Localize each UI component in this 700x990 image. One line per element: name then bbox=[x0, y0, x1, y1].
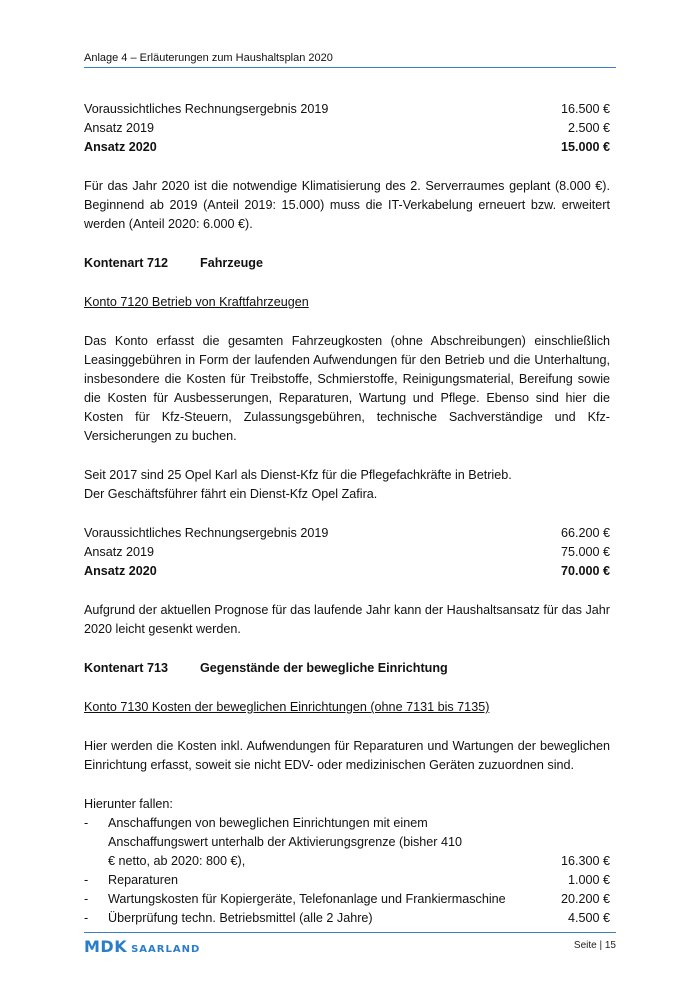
list-amount: 1.000 € bbox=[567, 873, 610, 887]
paragraph: Das Konto erfasst die gesamten Fahrzeugkosten (ohne Abschreibungen) einschließlich Leasinggebühren in Form der laufenden Aufwendungen für den Betrieb und die Unterhaltung, insbesondere die Kosten für Treibstoffe, Schmierstoffe, Reinigungsmaterial, Bereifung sowie die Kosten für Ausbesserungen, Reparaturen, Wartung und Pflege. Ebenso sind hier die Kosten für Kfz-Steuern, Zulassungsgebühren, technische Sachverständige und Kfz-Versicherungen zu buchen. bbox=[84, 334, 610, 443]
list-item bbox=[84, 909, 610, 928]
cost-list bbox=[84, 814, 610, 928]
section-code: Kontenart 713 bbox=[84, 661, 168, 675]
list-dash: - bbox=[84, 873, 89, 887]
list-amount: 4.500 € bbox=[567, 911, 610, 925]
section-heading-712 bbox=[84, 254, 610, 273]
section-title: Gegenstände der bewegliche Einrichtung bbox=[200, 661, 448, 675]
list-text: Wartungskosten für Kopiergeräte, Telefonanlage und Frankiermaschine bbox=[108, 892, 506, 906]
budget-label: Ansatz 2020 bbox=[84, 140, 157, 154]
list-amount: 16.300 € bbox=[560, 854, 610, 868]
list-dash: - bbox=[84, 892, 89, 906]
budget-row bbox=[84, 562, 610, 581]
section-heading-713 bbox=[84, 659, 610, 678]
list-intro: Hierunter fallen: bbox=[84, 797, 173, 811]
budget-amount: 70.000 € bbox=[560, 564, 610, 578]
logo-main: MDK bbox=[84, 937, 128, 956]
text-line: Seit 2017 sind 25 Opel Karl als Dienst-Kfz für die Pflegefachkräfte in Betrieb. bbox=[84, 468, 512, 482]
list-dash: - bbox=[84, 816, 89, 830]
budget-amount: 15.000 € bbox=[560, 140, 610, 154]
konto-heading: Konto 7120 Betrieb von Kraftfahrzeugen bbox=[84, 295, 309, 309]
budget-amount: 16.500 € bbox=[560, 102, 610, 116]
paragraph: Für das Jahr 2020 ist die notwendige Klimatisierung des 2. Serverraumes geplant (8.000 €). Beginnend ab 2019 (Anteil 2019: 15.000) muss die IT-Verkabelung erneuert bzw. erweitert werden (Anteil 2020: 6.000 €). bbox=[84, 179, 610, 231]
page-header: Anlage 4 – Erläuterungen zum Haushaltsplan 2020 bbox=[84, 51, 616, 68]
budget-amount: 75.000 € bbox=[560, 545, 610, 559]
list-item bbox=[84, 814, 610, 871]
budget-label: Ansatz 2019 bbox=[84, 545, 155, 559]
list-text: Reparaturen bbox=[108, 873, 179, 887]
budget-label: Ansatz 2019 bbox=[84, 121, 155, 135]
footer-rule bbox=[84, 932, 616, 933]
budget-label: Voraussichtliches Rechnungsergebnis 2019 bbox=[84, 102, 329, 116]
mdk-logo bbox=[84, 937, 200, 956]
budget-amount: 2.500 € bbox=[567, 121, 610, 135]
list-item bbox=[84, 871, 610, 890]
paragraph: Hier werden die Kosten inkl. Aufwendungen für Reparaturen und Wartungen der beweglichen Einrichtung erfasst, soweit sie nicht EDV- oder medizinischen Geräten zuzuordnen sind. bbox=[84, 739, 610, 772]
list-amount: 20.200 € bbox=[560, 892, 610, 906]
list-text: Anschaffungen von beweglichen Einrichtungen mit einem Anschaffungswert unterhalb der Aktivierungsgrenze (bisher 410 € netto, ab 2020: 800 €), bbox=[108, 816, 463, 868]
list-text: Überprüfung techn. Betriebsmittel (alle 2 Jahre) bbox=[108, 911, 373, 925]
budget-label: Ansatz 2020 bbox=[84, 564, 157, 578]
page-number: Seite | 15 bbox=[573, 940, 616, 951]
konto-heading: Konto 7130 Kosten der beweglichen Einrichtungen (ohne 7131 bis 7135) bbox=[84, 700, 490, 714]
logo-sub: SAARLAND bbox=[131, 944, 201, 955]
paragraph: Aufgrund der aktuellen Prognose für das laufende Jahr kann der Haushaltsansatz für das Jahr 2020 leicht gesenkt werden. bbox=[84, 603, 610, 636]
budget-label: Voraussichtliches Rechnungsergebnis 2019 bbox=[84, 526, 329, 540]
text-line: Der Geschäftsführer fährt ein Dienst-Kfz Opel Zafira. bbox=[84, 487, 378, 501]
budget-block-7111 bbox=[84, 100, 610, 157]
document-body bbox=[84, 100, 610, 928]
budget-row bbox=[84, 138, 610, 157]
section-code: Kontenart 712 bbox=[84, 256, 168, 270]
budget-row bbox=[84, 543, 610, 562]
budget-block-7120 bbox=[84, 524, 610, 581]
budget-row bbox=[84, 100, 610, 119]
section-title: Fahrzeuge bbox=[200, 256, 263, 270]
budget-row bbox=[84, 524, 610, 543]
budget-row bbox=[84, 119, 610, 138]
list-item bbox=[84, 890, 610, 909]
budget-amount: 66.200 € bbox=[560, 526, 610, 540]
list-dash: - bbox=[84, 911, 89, 925]
